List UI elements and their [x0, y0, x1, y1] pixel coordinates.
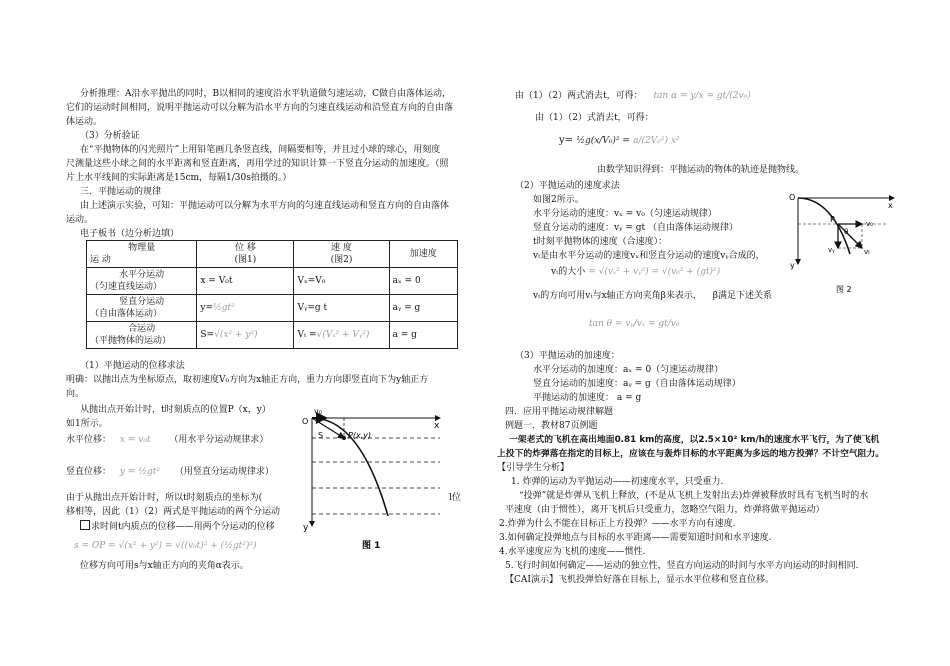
vt-mag-prefix: vₜ的大小 — [551, 267, 586, 277]
vy-note: （用竖直分运动规律求） — [174, 467, 274, 477]
vt-dir-text: vₜ的方向可用vₜ与x轴正方向夹角β来表示， — [533, 291, 702, 301]
tan-theta-formula: tan θ = vᵧ/vₓ = gt/v₀ — [589, 319, 680, 329]
row3-name: 合运动 — [128, 324, 156, 334]
trajectory-conclusion: 由数学知识得到：平抛运动的物体的轨迹是抛物线。 — [597, 165, 805, 175]
y-eq-b: ½g(x/V₀)² = — [576, 136, 630, 146]
row2-displacement-prefix: y= — [200, 303, 214, 313]
vt-dir-text-2: β满足下述关系 — [712, 291, 772, 301]
tan-alpha-prefix: 由（1）（2）两式消去t，可得： — [515, 91, 643, 101]
row1-velocity: Vₓ=V₀ — [294, 268, 389, 295]
summary-line-2: 运动。 — [66, 215, 94, 225]
problem-line-1: 一架老式的飞机在高出地面0.81 km的高度，以2.5×10² km/h的速度水平飞行，为了使飞机 — [509, 435, 880, 445]
row1-displacement: x = V₀t — [197, 268, 294, 295]
verify-line-1: 在“平抛物体的闪光照片”上用铅笔画几条竖直线，间隔要相等，并且过小球的球心，用刻度 — [80, 145, 441, 155]
fig2-reference: 如图2所示。 — [533, 195, 584, 205]
tan-alpha-formula: tan α = y/x = gt/(2v₀) — [653, 91, 751, 101]
analysis-line-3: 体运动。 — [66, 117, 103, 127]
row3-type: （平抛物体的运动） — [90, 336, 172, 346]
point-p — [342, 436, 346, 440]
row2-name: 竖直分运动 — [119, 297, 165, 307]
table-row — [87, 322, 458, 349]
analysis-line-2: 它们的运动时间相同，说明平抛运动可以分解为沿水平方向的匀速直线运动和沿竖直方向的自由落 — [66, 103, 454, 113]
displacement-line-3: 从抛出点开始计时，t时刻质点的位置P（x，y） — [80, 405, 271, 415]
table-cell — [87, 268, 197, 295]
velocity-heading: （2）平抛运动的速度求法 — [515, 181, 620, 191]
summary-line-1: 由上述演示实验，可知：平抛运动可以分解为水平方向的匀速直线运动和竖直方向的自由落体 — [80, 201, 450, 211]
table-row — [87, 268, 458, 295]
header-displacement: 位 移 — [234, 243, 256, 253]
board-title: 电子板书（边分析边填） — [80, 229, 180, 239]
guide-1: 1. 炸弹的运动为平抛运动——初速度水平，只受重力. — [511, 477, 724, 487]
hx-label: 水平位移： — [66, 435, 112, 445]
row1-name: 水平分运动 — [119, 270, 165, 280]
table-header-cell — [294, 241, 389, 268]
header-displacement-fig: (图1) — [234, 255, 257, 265]
guide-heading: 【引导学生分析】 — [497, 463, 570, 473]
section-3-heading: 三．平抛运动的规律 — [80, 187, 162, 197]
y-equation — [559, 134, 680, 149]
row2-displacement-formula: ½gt² — [213, 303, 235, 313]
figure-2 — [788, 190, 898, 298]
row3-velocity-prefix: Vₜ = — [297, 330, 317, 340]
table-row — [87, 295, 458, 322]
analysis-line-1: 分析推理：A沿水平抛出的同时，B以相同的速度沿水平轨道做匀速运动，C做自由落体运动， — [80, 89, 452, 99]
fig2-p-label: P — [830, 215, 835, 224]
vt-line-1: vₜ是由水平分运动的速度vₓ和竖直分运动的速度vᵧ合成的， — [533, 251, 765, 261]
row2-velocity: Vᵧ=g t — [294, 295, 389, 322]
example-title: 例题一．教材87页例题 — [505, 421, 598, 431]
displacement-heading: （1）平抛运动的位移求法 — [80, 361, 185, 371]
table-header-cell — [87, 241, 197, 268]
fig2-origin-label: O — [789, 193, 796, 202]
fig1-s-label: S — [318, 431, 324, 440]
vt-direction — [533, 290, 772, 304]
vy-line: 竖直分运动的速度：vᵧ = gt （自由落体运动规律） — [533, 223, 738, 233]
table-cell — [87, 322, 197, 349]
y-eq-a: y= — [559, 135, 574, 146]
checkbox-icon — [80, 520, 90, 530]
problem-line-2: 上投下的炸弹落在指定的目标上，应该在与轰炸目标的水平距离为多远的地方投弹？不计空气阻力。 — [497, 449, 885, 459]
trajectory-curve — [798, 198, 850, 254]
cai-demo: 【CAI演示】飞机投弹恰好落在目标上，显示水平位移和竖直位移。 — [505, 575, 774, 585]
summary-table — [86, 240, 458, 349]
table-cell — [197, 295, 294, 322]
displacement-line-4: 如1所示。 — [66, 419, 108, 429]
fig1-origin-label: O — [302, 417, 309, 426]
fig2-caption: 图 2 — [836, 285, 852, 294]
header-velocity-fig: (图2) — [330, 255, 353, 265]
section-4-heading: 四．应用平抛运动规律解题 — [505, 407, 614, 417]
vt-arrow — [838, 224, 862, 248]
header-motion: 运 动 — [90, 255, 111, 265]
header-quantity: 物理量 — [128, 243, 156, 253]
row2-acceleration: aᵧ = g — [389, 295, 458, 322]
verify-heading: （3）分析验证 — [80, 131, 140, 141]
fig2-x-label: x — [888, 201, 893, 210]
guide-1a: “投弹”就是炸弹从飞机上释放，(不是从飞机上发射出去)炸弹被释放时具有飞机当时的水 — [519, 491, 869, 501]
horizontal-displacement — [66, 434, 268, 448]
vertical-displacement — [66, 466, 274, 480]
fig1-caption: 图 1 — [362, 541, 381, 551]
row3-velocity-formula: √(Vₓ² + Vᵧ²) — [316, 330, 370, 340]
coord-line-3-text: 求时间t内质点的位移——用两个分运动的位移 — [91, 522, 275, 532]
guide-4: 4.水平速度应为飞机的速度——惯性. — [499, 547, 646, 557]
tan-alpha-equation — [515, 90, 751, 104]
table-row — [87, 241, 458, 268]
y-equation-prefix: 由（1）（2）式消去t，可得： — [535, 113, 654, 123]
coord-line-1-end: l位 — [449, 493, 461, 503]
verify-line-2: 尺测量这些小球之间的水平距离和竖直距离，再用学过的知识计算一下竖直分运动的加速度。（照 — [66, 159, 449, 169]
hx-note: （用水平分运动规律求） — [169, 435, 269, 445]
coord-line-3 — [80, 520, 275, 535]
fig1-x-label: x — [434, 421, 440, 431]
vy-formula: y = ½gt² — [119, 467, 160, 477]
vt-magnitude — [551, 266, 720, 280]
s-formula: s = OP = √(x² + y²) = √((v₀t)² + (½gt²)²) — [74, 541, 257, 551]
displacement-direction: 位移方向可用s与x轴正方向的夹角α表示。 — [80, 561, 249, 571]
hx-formula: x = v₀t — [119, 435, 151, 445]
acceleration-heading: （3）平抛运动的加速度： — [515, 351, 620, 361]
fig1-y-label: y — [303, 523, 309, 533]
header-acceleration: 加速度 — [389, 241, 458, 268]
guide-5: 5.飞行时间如何确定——运动的独立性，竖直方向运动的时间与水平方向运动的时间相同. — [505, 561, 859, 571]
fig2-vt-label: vₜ — [864, 248, 871, 256]
fig2-theta-label: θ — [844, 228, 849, 236]
table-cell — [294, 322, 389, 349]
row1-type: （匀速直线运动） — [90, 282, 163, 292]
fig2-v0-label: v₀ — [866, 220, 873, 228]
table-cell — [197, 322, 294, 349]
guide-2: 2.炸弹为什么不能在目标正上方投弹？——水平方向有速度. — [499, 519, 736, 529]
table-cell — [87, 295, 197, 322]
row2-type: （自由落体运动） — [90, 309, 163, 319]
fig1-v0-label: v₀ — [314, 407, 322, 416]
row3-displacement-prefix: S= — [200, 330, 215, 340]
verify-line-3: 片上水平线间的实际距离是15cm，每隔1/30s拍摄的。） — [66, 173, 292, 183]
displacement-line-1: 明确：以抛出点为坐标原点，取初速度V₀方向为x轴正方向，重力方向即竖直向下为y轴正方 — [66, 375, 429, 385]
vy-label: 竖直位移： — [66, 467, 112, 477]
ax-line: 水平分运动的加速度：aₓ = 0（匀速运动规律） — [533, 365, 724, 375]
guide-1b: 平速度（由于惯性），离开飞机后只受重力，忽略空气阻力，炸弹将做平抛运动） — [505, 505, 825, 515]
row3-displacement-formula: √(x² + y²) — [214, 330, 258, 340]
a-line: 平抛运动的加速度： a = g — [533, 393, 642, 403]
guide-3: 3.如何确定投弹地点与目标的水平距离——需要知道时间和水平速度. — [499, 533, 772, 543]
ay-line: 竖直分运动的加速度：aᵧ = g（自由落体运动规律） — [533, 379, 741, 389]
coord-line-2: 移相等，因此（1）（2）两式是平抛运动的两个分运动 — [66, 507, 280, 517]
fig1-p-label: P(x,y) — [348, 431, 372, 440]
vt-mag-formula: = √(vₓ² + vᵧ²) = √(v₀² + (gt)²) — [588, 267, 721, 277]
header-velocity: 速 度 — [331, 243, 352, 253]
vt-heading: t时刻平抛物体的速度（合速度）： — [533, 237, 668, 247]
row3-acceleration: a = g — [389, 322, 458, 349]
row1-acceleration: aₓ = 0 — [389, 268, 458, 295]
vx-line: 水平分运动的速度：vₓ = v₀（匀速运动规律） — [533, 209, 717, 219]
figure-1 — [300, 404, 445, 554]
coord-line-1: 由于从抛出点开始计时，所以t时刻质点的坐标为( — [66, 493, 263, 503]
table-header-cell — [197, 241, 294, 268]
displacement-line-2: 向。 — [66, 389, 85, 399]
y-eq-c: a/(2V₀²) x² — [633, 136, 680, 146]
fig2-y-label: y — [790, 261, 795, 270]
fig2-vy-label: vᵧ — [828, 246, 835, 254]
